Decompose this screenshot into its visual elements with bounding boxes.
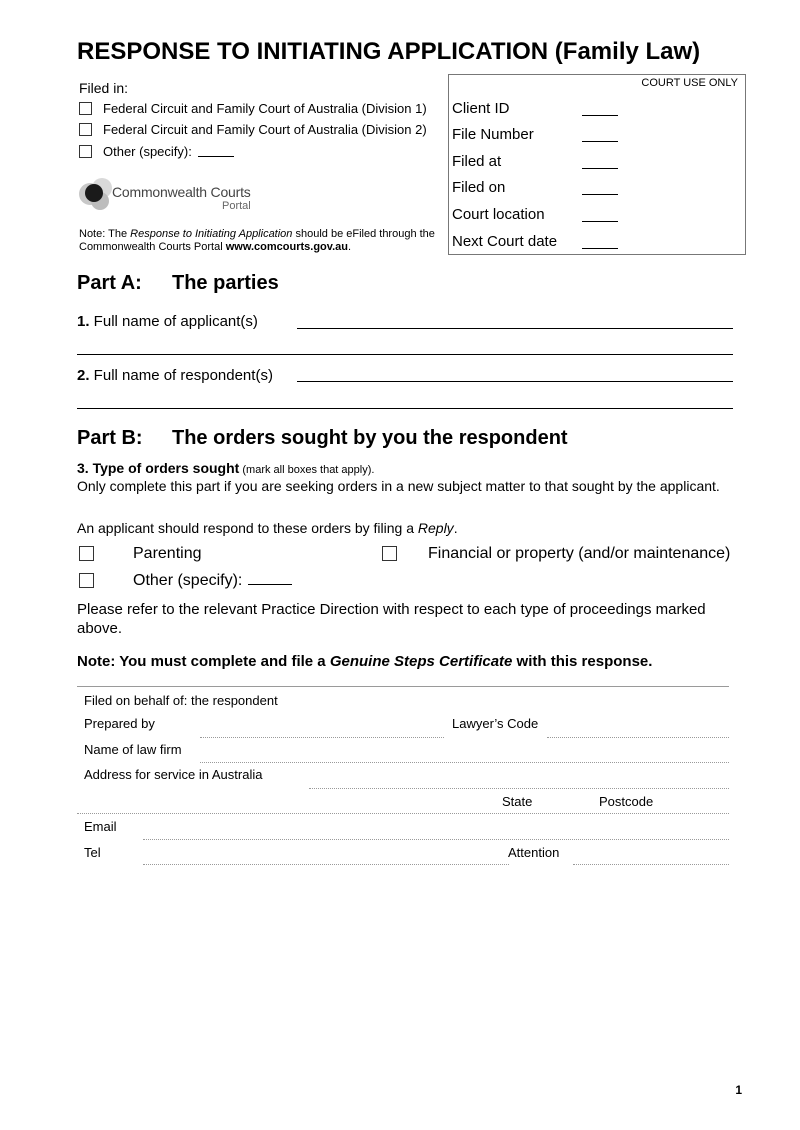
- court-row-label: Filed at: [452, 153, 502, 170]
- tel-field[interactable]: [143, 864, 509, 865]
- email-label: Email: [84, 819, 117, 834]
- attention-field[interactable]: [573, 864, 729, 865]
- logo-text-line2: Portal: [222, 200, 251, 212]
- email-field[interactable]: [143, 839, 729, 840]
- court-use-only-box: [448, 74, 746, 255]
- parenting-label: Parenting: [133, 545, 202, 562]
- applicant-name-field-line2[interactable]: [77, 354, 733, 355]
- prepared-by-label: Prepared by: [84, 716, 155, 731]
- option-label: Federal Circuit and Family Court of Australia (Division 2): [103, 122, 427, 137]
- address-field-line2[interactable]: [77, 813, 729, 814]
- other-orders-specify-field[interactable]: [248, 572, 292, 585]
- other-orders-label: Other (specify):: [133, 572, 292, 590]
- court-use-only-header: COURT USE ONLY: [641, 77, 738, 89]
- page-title: RESPONSE TO INITIATING APPLICATION (Family Law): [77, 38, 701, 65]
- lawyers-code-label: Lawyer’s Code: [452, 716, 539, 731]
- checkbox[interactable]: [79, 102, 92, 115]
- page-number: 1: [735, 1083, 742, 1097]
- applicant-name-label: 1. Full name of applicant(s): [77, 313, 258, 330]
- option-label: Other (specify):: [103, 144, 192, 159]
- orders-instruction: Only complete this part if you are seeking orders in a new subject matter to that sought by the applicant.: [77, 478, 720, 494]
- court-row-label: Next Court date: [452, 233, 558, 250]
- filed-on-field[interactable]: [582, 194, 618, 195]
- filed-in-option-other[interactable]: [79, 144, 234, 159]
- filed-on-behalf-label: Filed on behalf of: the respondent: [84, 693, 278, 708]
- checkbox[interactable]: [79, 145, 92, 158]
- applicant-name-field[interactable]: [297, 328, 733, 329]
- court-location-field[interactable]: [582, 221, 618, 222]
- reply-instruction: An applicant should respond to these orders by filing a Reply.: [77, 520, 458, 536]
- respondent-name-field-line2[interactable]: [77, 408, 733, 409]
- checkbox[interactable]: [79, 123, 92, 136]
- filed-at-field[interactable]: [582, 168, 618, 169]
- filed-in-label: Filed in:: [79, 80, 129, 96]
- court-row-label: Client ID: [452, 100, 510, 117]
- footer-form-divider: [77, 686, 729, 687]
- address-label: Address for service in Australia: [84, 767, 263, 782]
- part-b-heading: Part B: The orders sought by you the respondent: [77, 427, 568, 449]
- file-number-field[interactable]: [582, 141, 618, 142]
- court-row-label: Filed on: [452, 179, 506, 196]
- logo-text-line1: Commonwealth Courts: [112, 184, 251, 200]
- efile-note: Note: The Response to Initiating Application should be eFiled through the Commonwealth Courts Portal www.comcourts.gov.au.: [79, 228, 435, 253]
- genuine-steps-note: Note: You must complete and file a Genuine Steps Certificate with this response.: [77, 653, 653, 670]
- lawyers-code-field[interactable]: [547, 737, 729, 738]
- next-court-date-field[interactable]: [582, 248, 618, 249]
- attention-label: Attention: [508, 845, 560, 860]
- address-field[interactable]: [309, 788, 729, 789]
- financial-checkbox[interactable]: [382, 546, 397, 561]
- other-specify-field[interactable]: [198, 146, 234, 157]
- respondent-name-field[interactable]: [297, 381, 733, 382]
- prepared-by-field[interactable]: [200, 737, 444, 738]
- part-a-heading: Part A: The parties: [77, 272, 279, 294]
- filed-in-option-division-1[interactable]: [79, 101, 427, 116]
- practice-direction-text: Please refer to the relevant Practice Direction with respect to each type of proceedings marked above.: [77, 601, 706, 637]
- court-row-label: File Number: [452, 126, 534, 143]
- respondent-name-label: 2. Full name of respondent(s): [77, 367, 273, 384]
- commonwealth-courts-portal-logo: [78, 175, 278, 215]
- law-firm-field[interactable]: [200, 762, 729, 763]
- state-label: State: [502, 794, 533, 809]
- other-orders-checkbox[interactable]: [79, 573, 94, 588]
- filed-in-option-division-2[interactable]: [79, 122, 427, 137]
- court-row-label: Court location: [452, 206, 545, 223]
- postcode-label: Postcode: [599, 794, 654, 809]
- tel-label: Tel: [84, 845, 101, 860]
- financial-label: Financial or property (and/or maintenance): [428, 545, 731, 562]
- client-id-field[interactable]: [582, 115, 618, 116]
- parenting-checkbox[interactable]: [79, 546, 94, 561]
- option-label: Federal Circuit and Family Court of Australia (Division 1): [103, 101, 427, 116]
- law-firm-label: Name of law firm: [84, 742, 182, 757]
- orders-type-label: 3. Type of orders sought (mark all boxes that apply).: [77, 460, 375, 476]
